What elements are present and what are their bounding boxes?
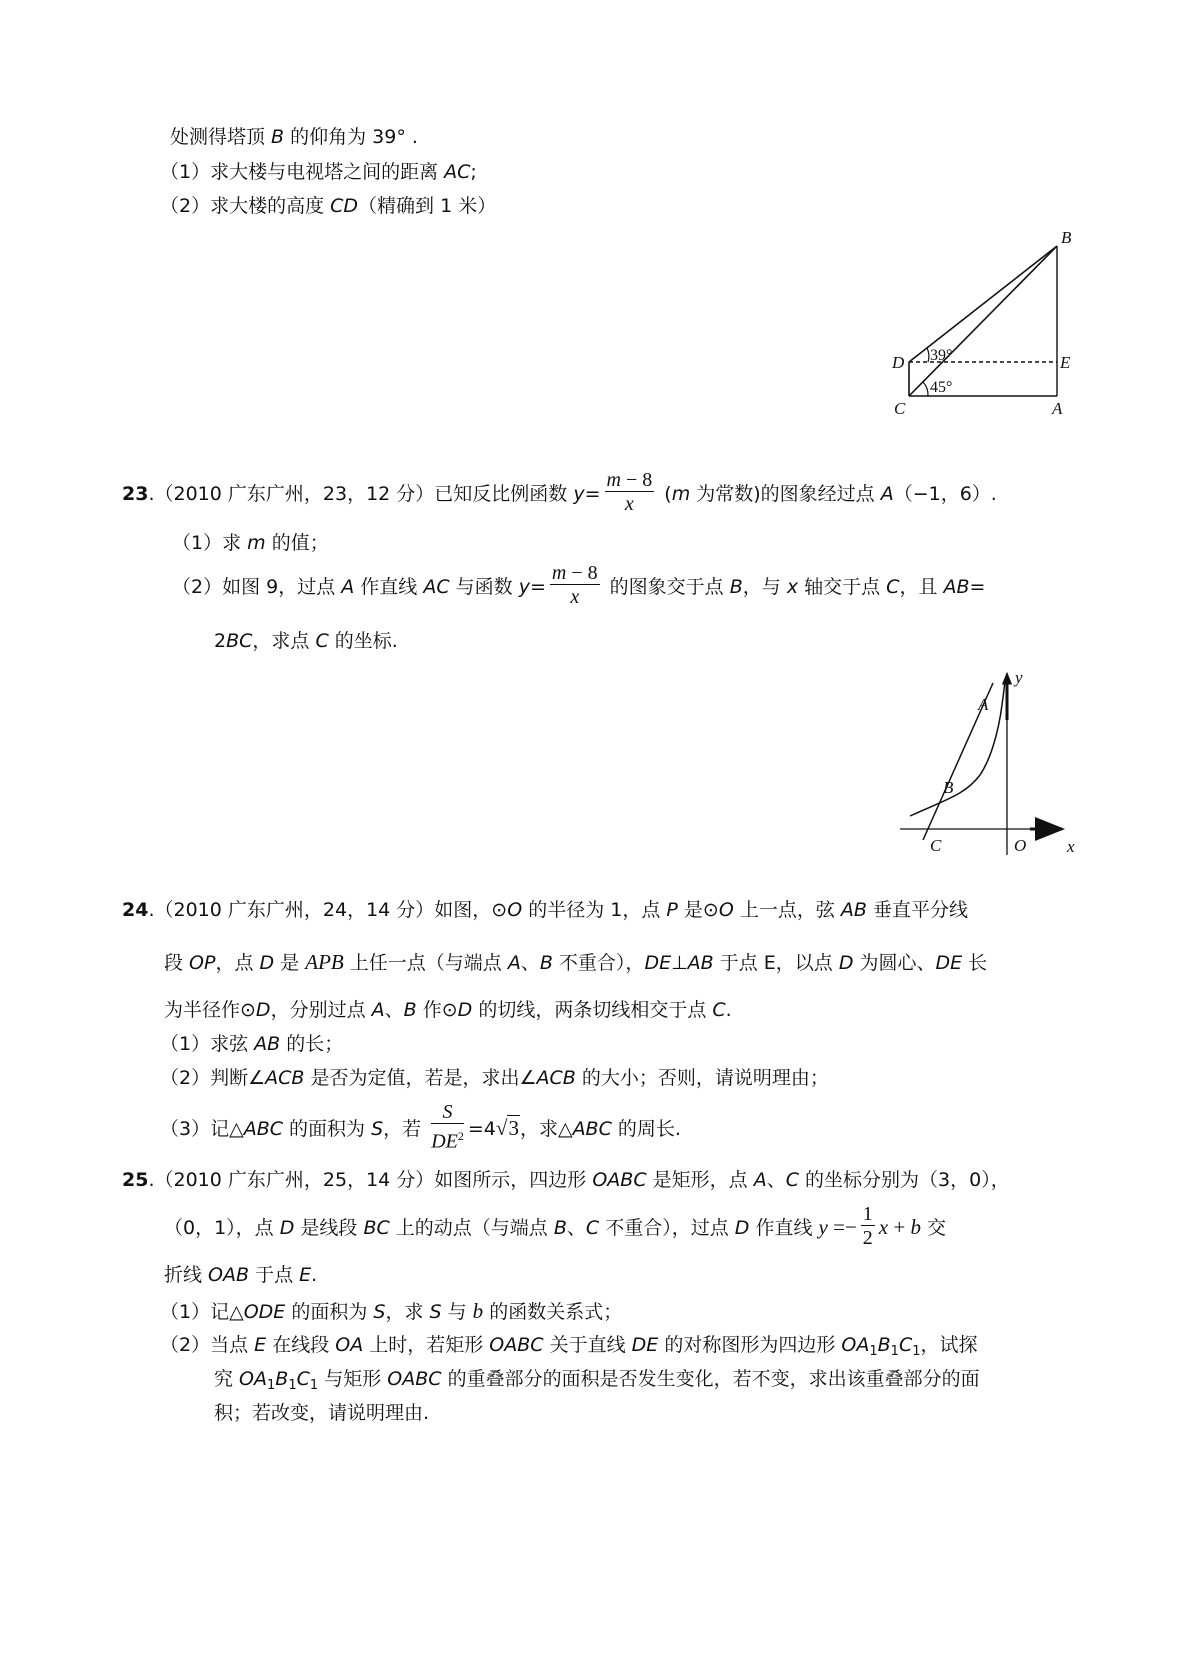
text: （2）求大楼的高度	[160, 195, 331, 217]
var-B: B	[729, 576, 743, 598]
text: ，分别过点	[270, 999, 372, 1021]
var-CD: CD	[330, 195, 359, 217]
var-ACB: ACB	[265, 1067, 305, 1089]
text: 是⊙	[677, 899, 719, 921]
label-y: y	[1015, 668, 1023, 687]
var-D: D	[255, 999, 271, 1021]
line-DB	[909, 246, 1057, 362]
problem-source: （2010 广东广州，25，14 分）如图所示，四边形	[154, 1169, 593, 1191]
hyperbola-curve	[910, 679, 1005, 816]
var-B: B	[553, 1217, 567, 1239]
text: 、	[384, 999, 404, 1021]
text: ，点	[215, 952, 260, 974]
var-OABC: OABC	[387, 1368, 442, 1390]
text: ，与	[742, 576, 787, 598]
var-B: B	[275, 1368, 289, 1390]
text: 是否为定值，若是，求出∠	[304, 1067, 537, 1089]
text: .	[725, 999, 732, 1021]
var-m: m	[606, 469, 621, 491]
var-y: y	[818, 1215, 828, 1239]
text: 的函数关系式；	[483, 1301, 623, 1323]
text: =	[584, 483, 601, 505]
angle-label-45: 45°	[930, 379, 953, 396]
problem-25-q2-line2	[214, 1367, 980, 1398]
text: 的大小；否则，请说明理由；	[575, 1067, 829, 1089]
var-AB: AB	[840, 899, 867, 921]
var-AC: AC	[444, 161, 471, 183]
text: ⊥	[671, 952, 688, 974]
var-A: A	[880, 483, 894, 505]
text: 作直线	[354, 576, 424, 598]
var-A: A	[371, 999, 385, 1021]
var-AC: AC	[423, 576, 450, 598]
var-OP: OP	[189, 952, 216, 974]
text: ，且	[899, 576, 944, 598]
exponent: 2	[457, 1129, 464, 1143]
var-y: y	[518, 576, 530, 598]
text: 的图象交于点	[603, 576, 730, 598]
subscript: 1	[869, 1344, 878, 1359]
sqrt-sign: √	[495, 1115, 508, 1140]
text: 与函数	[449, 576, 519, 598]
var-D: D	[279, 1217, 295, 1239]
intro-line	[170, 125, 418, 149]
var-S: S	[429, 1301, 442, 1323]
text: 与	[441, 1301, 473, 1323]
text: 是线段	[294, 1217, 364, 1239]
subscript: 1	[288, 1378, 297, 1393]
text: 于点 E，以点	[713, 952, 839, 974]
label-O: O	[1014, 836, 1027, 855]
label-A: A	[1052, 399, 1063, 415]
subscript: 1	[912, 1344, 921, 1359]
problem-24-line3	[164, 998, 732, 1022]
var-m: m	[247, 532, 266, 554]
text: 垂直平分线	[866, 899, 968, 921]
text: （精确到 1 米）	[358, 195, 497, 217]
var-C: C	[315, 630, 329, 652]
text: （3）记△	[160, 1117, 244, 1140]
var-A: A	[753, 1169, 767, 1191]
var-D: D	[457, 999, 473, 1021]
problem-25-q2	[160, 1333, 978, 1364]
text: 的面积为	[285, 1301, 374, 1323]
text: 在线段	[266, 1334, 336, 1356]
text: （1）求大楼与电视塔之间的距离	[160, 161, 445, 183]
text: 的值；	[265, 532, 329, 554]
text: 上一点，弦	[733, 899, 841, 921]
var-ODE: ODE	[243, 1301, 286, 1323]
var-D: D	[259, 952, 275, 974]
problem-number: 24	[122, 899, 149, 921]
text: =	[529, 576, 546, 598]
text: ，求	[385, 1301, 430, 1323]
var-B: B	[403, 999, 417, 1021]
var-C: C	[296, 1368, 310, 1390]
text: 2	[214, 630, 227, 652]
var-DE: DE	[644, 952, 672, 974]
text: 不重合），	[552, 952, 645, 974]
figure-tower-diagram	[880, 230, 1080, 415]
problem-24-q1	[160, 1032, 343, 1056]
var-S: S	[373, 1301, 386, 1323]
problem-23-stem	[122, 470, 997, 518]
text: (	[658, 483, 672, 505]
text: 是矩形，点	[646, 1169, 754, 1191]
text: 于点	[249, 1264, 300, 1286]
text: 积；若改变，请说明理由.	[214, 1402, 430, 1424]
problem-24-q2	[160, 1066, 829, 1090]
var-S: S	[371, 1117, 384, 1140]
var-DE: DE	[431, 1130, 458, 1153]
text: 长	[962, 952, 988, 974]
text: 为常数)的图象经过点	[690, 483, 881, 505]
var-A: A	[341, 576, 355, 598]
text: 的长；	[280, 1033, 344, 1055]
label-B: B	[1061, 230, 1072, 247]
problem-23-q2	[172, 563, 985, 611]
fraction-numerator	[605, 469, 655, 492]
fraction-denominator: x	[570, 586, 580, 608]
text: − 8	[566, 562, 598, 584]
problem-25-stem	[122, 1168, 1010, 1192]
problem-23-q1	[172, 531, 329, 555]
var-B: B	[539, 952, 553, 974]
text: 的切线，两条切线相交于点	[472, 999, 713, 1021]
text: =4	[467, 1117, 496, 1140]
intro-q2	[160, 194, 496, 218]
text: +	[888, 1215, 911, 1239]
text: .	[311, 1264, 318, 1286]
text: 的周长.	[611, 1117, 681, 1140]
text: ;	[470, 161, 477, 183]
problem-24-stem	[122, 898, 968, 922]
text: （−1，6）.	[893, 483, 997, 505]
intro-q1	[160, 160, 477, 184]
var-C: C	[585, 1217, 600, 1239]
var-y: y	[573, 483, 585, 505]
var-E: E	[254, 1334, 267, 1356]
label-D: D	[892, 353, 905, 372]
var-OABC: OABC	[592, 1169, 647, 1191]
var-E: E	[299, 1264, 312, 1286]
label-A: A	[978, 695, 989, 714]
text: 折线	[164, 1264, 209, 1286]
angle-arc-45	[923, 382, 928, 396]
problem-source: （2010 广东广州，24，14 分）如图，⊙	[154, 899, 508, 921]
text: 是	[274, 952, 306, 974]
text: 的对称图形为四边形	[658, 1334, 842, 1356]
label-B: B	[943, 778, 954, 797]
figure-9-hyperbola	[890, 665, 1090, 860]
var-ACB: ACB	[536, 1067, 576, 1089]
var-OAB: OAB	[208, 1264, 250, 1286]
text: − 8	[620, 469, 653, 491]
arc-APB: APB	[305, 950, 344, 974]
text: （0，1），点	[164, 1217, 280, 1239]
text: 段	[164, 952, 190, 974]
text: 的仰角为 39° .	[284, 126, 418, 148]
angle-label-39: 39°	[930, 347, 953, 364]
var-DE: DE	[935, 952, 963, 974]
var-P: P	[666, 899, 678, 921]
var-AB: AB	[943, 576, 970, 598]
problem-number: 23	[122, 483, 149, 505]
text: （1）记△	[160, 1301, 244, 1323]
var-m: m	[671, 483, 691, 505]
fraction-m-minus-8-over-x	[550, 562, 600, 609]
var-O: O	[507, 899, 523, 921]
text: 交	[920, 1217, 947, 1239]
text: （1）求	[172, 532, 248, 554]
text: 处测得塔顶	[170, 126, 272, 148]
problem-25-line3	[164, 1263, 317, 1287]
text: （2）当点	[160, 1334, 255, 1356]
text: 关于直线	[543, 1334, 632, 1356]
angle-arc-39	[927, 348, 929, 362]
problem-24-q3	[160, 1103, 681, 1156]
fraction-numerator	[550, 562, 600, 585]
fraction-one-half	[861, 1203, 875, 1250]
var-B: B	[271, 126, 285, 148]
fraction-denominator: 2	[862, 1227, 873, 1249]
var-A: A	[507, 952, 521, 974]
text: =−	[827, 1215, 857, 1239]
text: 作⊙	[416, 999, 458, 1021]
var-ABC: ABC	[243, 1117, 284, 1140]
problem-source: （2010 广东广州，23，12 分）已知反比例函数	[154, 483, 574, 505]
text: 与矩形	[318, 1368, 388, 1390]
text: （2）如图 9，过点	[172, 576, 342, 598]
problem-24-line2	[164, 950, 987, 975]
var-BC: BC	[226, 630, 253, 652]
problem-25-q1	[160, 1299, 622, 1324]
var-OA: OA	[841, 1334, 870, 1356]
text: 为圆心、	[853, 952, 936, 974]
sqrt-3	[496, 1115, 520, 1140]
var-C: C	[898, 1334, 913, 1356]
var-D: D	[838, 952, 854, 974]
text: 的坐标分别为（3，0），	[798, 1169, 1010, 1191]
radicand: 3	[508, 1115, 519, 1140]
var-C: C	[886, 576, 900, 598]
label-E: E	[1060, 353, 1071, 372]
var-DE: DE	[631, 1334, 659, 1356]
fraction-S-over-DE-squared	[431, 1101, 464, 1154]
var-OA: OA	[335, 1334, 364, 1356]
var-BC: BC	[363, 1217, 390, 1239]
var-D: D	[734, 1217, 750, 1239]
var-m: m	[551, 562, 567, 584]
text: 、	[566, 1217, 586, 1239]
text: 的半径为 1，点	[522, 899, 667, 921]
var-AB: AB	[687, 952, 714, 974]
text: （2）判断∠	[160, 1067, 266, 1089]
text: 、	[520, 952, 540, 974]
text: ，若	[383, 1117, 428, 1140]
problem-25-q2-line3	[214, 1401, 429, 1425]
fraction-denominator: x	[624, 493, 634, 515]
label-x: x	[1067, 837, 1075, 856]
text: 、	[766, 1169, 786, 1191]
text: ，求△	[519, 1117, 573, 1140]
text: 为半径作⊙	[164, 999, 256, 1021]
line-CB	[909, 246, 1057, 396]
text: 作直线	[749, 1217, 819, 1239]
text: 的坐标.	[328, 630, 398, 652]
problem-23-q2-cont	[214, 629, 398, 653]
text: 轴交于点	[798, 576, 887, 598]
fraction-denominator	[431, 1124, 464, 1154]
var-b: b	[910, 1215, 921, 1239]
var-C: C	[712, 999, 726, 1021]
text: 的面积为	[283, 1117, 372, 1140]
var-OABC: OABC	[489, 1334, 544, 1356]
text: =	[969, 576, 986, 598]
text: .	[148, 899, 155, 921]
fraction-numerator: 1	[862, 1203, 873, 1225]
fraction-numerator: S	[431, 1101, 464, 1124]
text: 的重叠部分的面积是否发生变化，若不变，求出该重叠部分的面	[441, 1368, 980, 1390]
label-C: C	[930, 836, 942, 855]
var-B: B	[877, 1334, 891, 1356]
text: 上的动点（与端点	[389, 1217, 554, 1239]
problem-25-line2	[164, 1203, 946, 1252]
subscript: 1	[890, 1344, 899, 1359]
label-C: C	[894, 399, 906, 415]
var-ABC: ABC	[572, 1117, 612, 1140]
text: .	[148, 483, 155, 505]
text: 上时，若矩形	[363, 1334, 490, 1356]
text: 不重合），过点	[599, 1217, 735, 1239]
var-x: x	[878, 1215, 889, 1239]
text: （1）求弦	[160, 1033, 255, 1055]
text: .	[148, 1169, 155, 1191]
text: 究	[214, 1368, 240, 1390]
var-x: x	[786, 576, 799, 598]
text: 上任一点（与端点	[343, 952, 508, 974]
var-OA: OA	[239, 1368, 267, 1390]
fraction-m-minus-8-over-x	[605, 469, 655, 516]
var-O: O	[718, 899, 734, 921]
text: ，试探	[920, 1334, 978, 1356]
subscript: 1	[309, 1378, 319, 1393]
problem-number: 25	[122, 1169, 149, 1191]
var-b: b	[472, 1299, 484, 1323]
var-C: C	[785, 1169, 799, 1191]
text: ，求点	[252, 630, 316, 652]
subscript: 1	[267, 1378, 276, 1393]
var-AB: AB	[254, 1033, 281, 1055]
